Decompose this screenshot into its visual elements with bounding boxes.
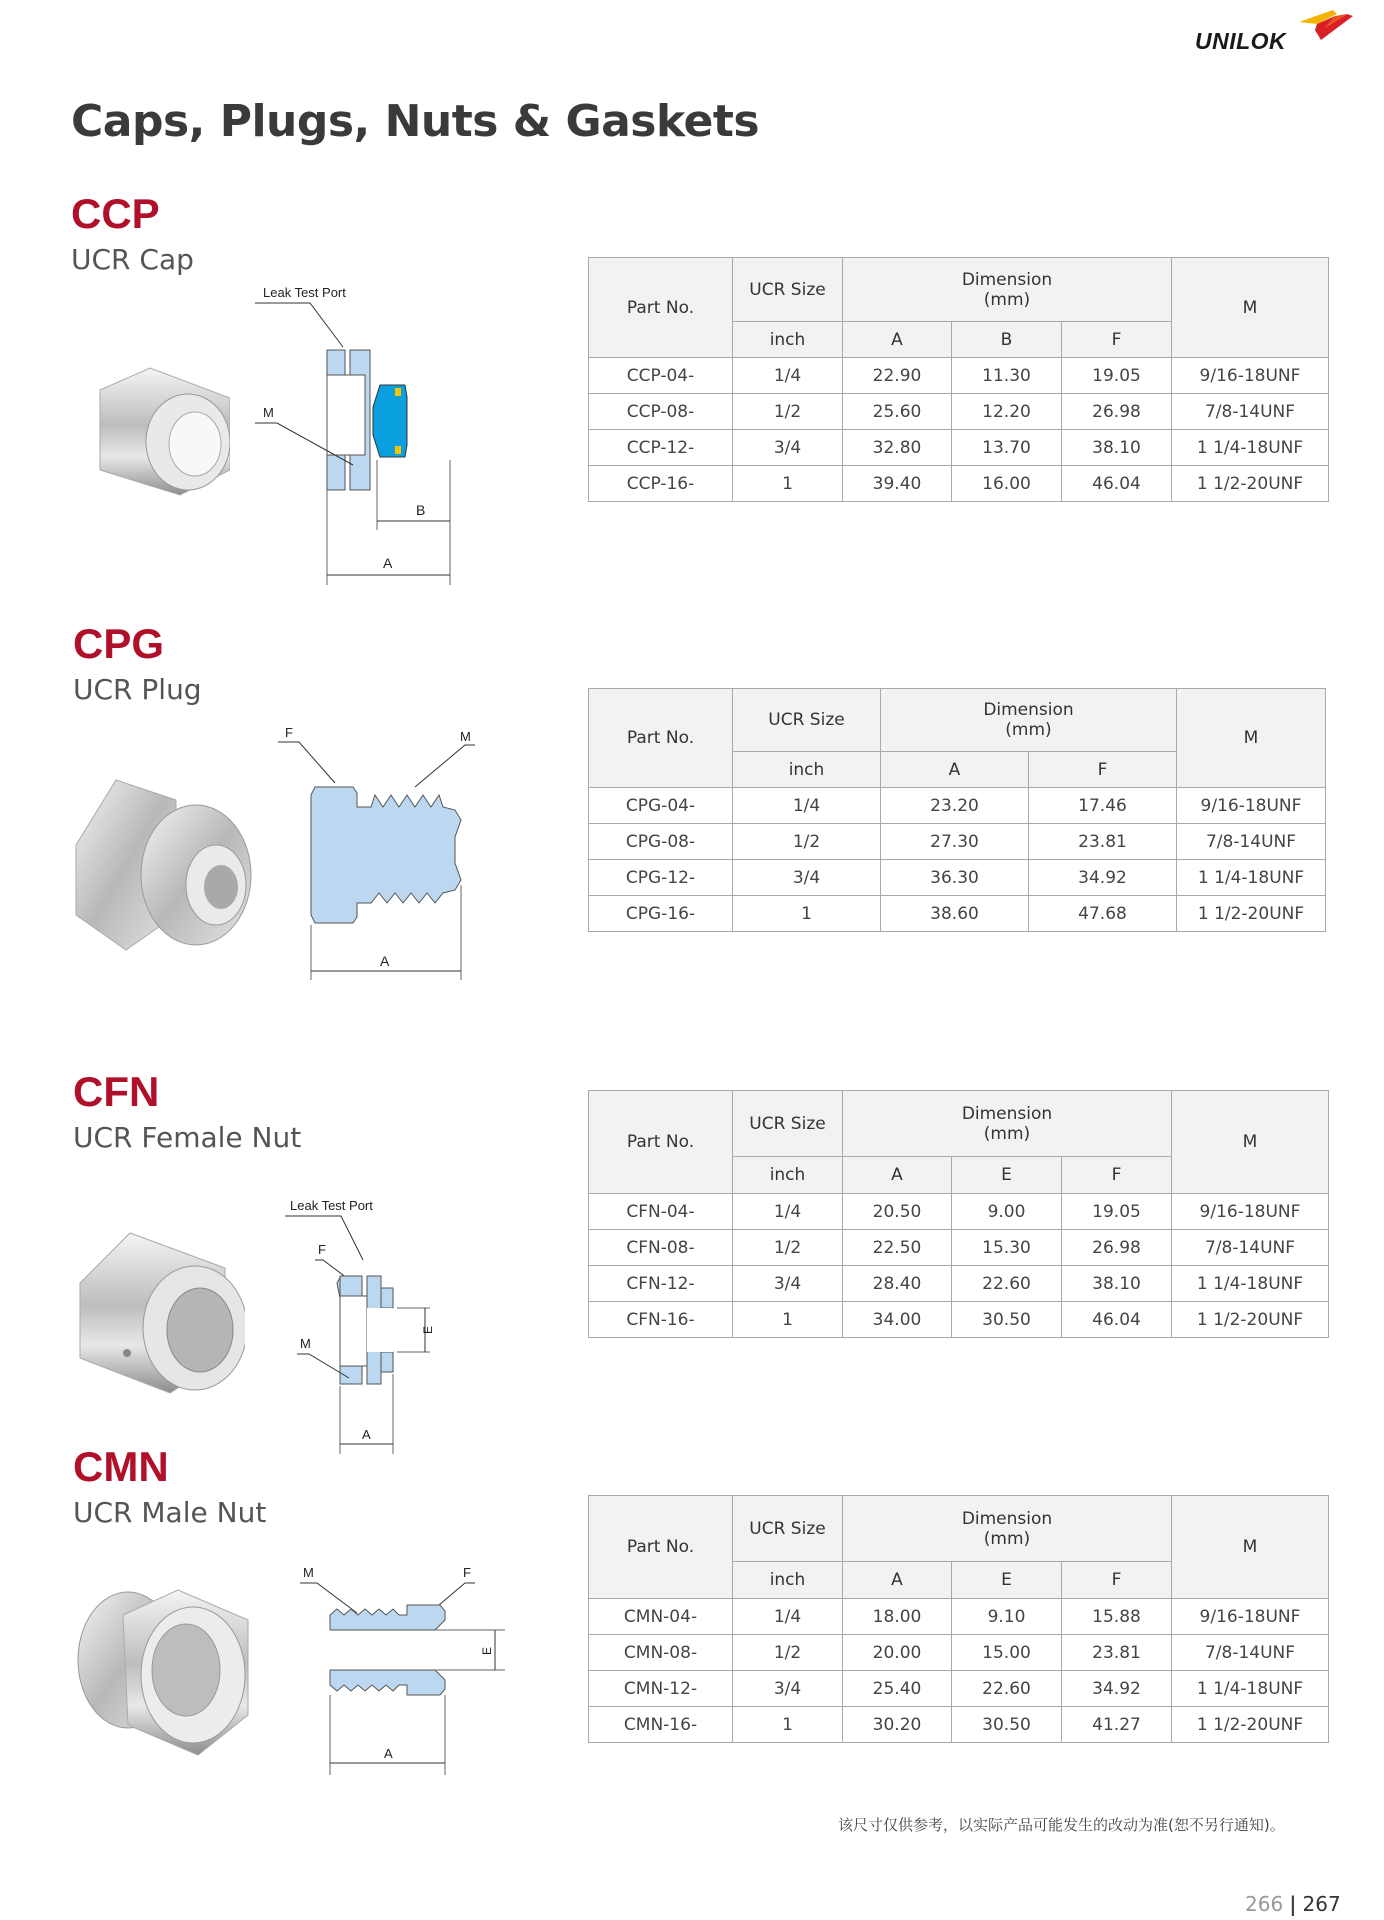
table-header-cell: inch (733, 1562, 843, 1599)
table-cell: 16.00 (952, 466, 1062, 502)
table-header-cell: E (952, 1157, 1062, 1194)
table-cell: 1 (733, 1302, 843, 1338)
table-cell: 1 1/2-20UNF (1172, 1707, 1329, 1743)
dimension-label: F (318, 1242, 326, 1257)
table-header-cell: Part No. (589, 1091, 733, 1194)
cmn-section-drawing (295, 1565, 505, 1780)
cpg-section-drawing (275, 725, 475, 985)
table-row (589, 896, 1326, 932)
cfn-section-drawing (285, 1198, 500, 1458)
dimension-label: F (285, 725, 293, 740)
cfn-product-image (75, 1228, 245, 1398)
table-cell: 20.50 (843, 1194, 952, 1230)
table-cell: 15.00 (952, 1635, 1062, 1671)
table-cell: 34.92 (1029, 860, 1177, 896)
table-cell: 9.00 (952, 1194, 1062, 1230)
table-cell: 26.98 (1062, 394, 1172, 430)
table-cell: 3/4 (733, 430, 843, 466)
table-header-cell: inch (733, 1157, 843, 1194)
table-cell: 30.50 (952, 1302, 1062, 1338)
table-cell: 1 (733, 896, 881, 932)
table-header-cell: E (952, 1562, 1062, 1599)
cfn-spec-table (588, 1090, 1329, 1338)
table-cell: 34.00 (843, 1302, 952, 1338)
table-cell: 15.88 (1062, 1599, 1172, 1635)
table-cell: CPG-16- (589, 896, 733, 932)
page-title: Caps, Plugs, Nuts & Gaskets (71, 96, 760, 147)
table-header-cell: A (843, 322, 952, 358)
table-header-cell: A (843, 1157, 952, 1194)
cmn-spec-table (588, 1495, 1329, 1743)
table-row (589, 1671, 1329, 1707)
table-header-cell: M (1172, 1496, 1329, 1599)
table-cell: 38.10 (1062, 430, 1172, 466)
section-code-ccp: CCP (71, 190, 160, 237)
table-header-cell: M (1172, 1091, 1329, 1194)
table-cell: CFN-16- (589, 1302, 733, 1338)
table-row (589, 1266, 1329, 1302)
disclaimer-note: 该尺寸仅供参考，以实际产品可能发生的改动为准(恕不另行通知)。 (838, 1816, 1285, 1834)
table-cell: CMN-04- (589, 1599, 733, 1635)
table-cell: 20.00 (843, 1635, 952, 1671)
table-row (589, 860, 1326, 896)
table-cell: CFN-04- (589, 1194, 733, 1230)
table-cell: 1 1/4-18UNF (1177, 860, 1326, 896)
table-cell: CCP-16- (589, 466, 733, 502)
table-cell: 22.60 (952, 1671, 1062, 1707)
table-cell: 19.05 (1062, 358, 1172, 394)
section-name-cfn: UCR Female Nut (73, 1121, 302, 1154)
table-header-cell: Part No. (589, 258, 733, 358)
table-cell: 12.20 (952, 394, 1062, 430)
table-cell: CPG-12- (589, 860, 733, 896)
brand-name: UNILOK (1195, 28, 1287, 54)
table-cell: 41.27 (1062, 1707, 1172, 1743)
table-header-cell: A (843, 1562, 952, 1599)
table-cell: 1 1/4-18UNF (1172, 430, 1329, 466)
ccp-section-drawing (255, 285, 475, 585)
table-row (589, 1194, 1329, 1230)
table-header-cell: Dimension (mm) (881, 689, 1177, 752)
table-cell: 34.92 (1062, 1671, 1172, 1707)
table-cell: 9/16-18UNF (1172, 358, 1329, 394)
table-cell: 23.20 (881, 788, 1029, 824)
table-cell: 7/8-14UNF (1177, 824, 1326, 860)
table-cell: 26.98 (1062, 1230, 1172, 1266)
label-leak-test-port: Leak Test Port (263, 285, 346, 300)
table-cell: 28.40 (843, 1266, 952, 1302)
table-cell: 1 1/2-20UNF (1172, 1302, 1329, 1338)
table-cell: 11.30 (952, 358, 1062, 394)
page-number-left: 266 (1245, 1892, 1284, 1916)
dimension-label: F (463, 1565, 471, 1580)
dimension-label: M (303, 1565, 314, 1580)
table-cell: 1 (733, 1707, 843, 1743)
dimension-label: M (460, 729, 471, 744)
table-cell: 38.60 (881, 896, 1029, 932)
table-header-cell: Dimension (mm) (843, 1091, 1172, 1157)
table-cell: 23.81 (1029, 824, 1177, 860)
ccp-spec-table (588, 257, 1329, 502)
table-cell: 1 1/4-18UNF (1172, 1266, 1329, 1302)
dimension-label: A (383, 555, 393, 571)
table-cell: 7/8-14UNF (1172, 394, 1329, 430)
table-header-cell: F (1062, 322, 1172, 358)
table-header-cell: F (1062, 1562, 1172, 1599)
table-cell: CPG-04- (589, 788, 733, 824)
table-header-cell: UCR Size (733, 1091, 843, 1157)
table-header-cell: UCR Size (733, 258, 843, 322)
table-cell: 30.50 (952, 1707, 1062, 1743)
dimension-label: A (384, 1746, 393, 1761)
table-row (589, 394, 1329, 430)
table-cell: CFN-12- (589, 1266, 733, 1302)
table-cell: 25.40 (843, 1671, 952, 1707)
table-cell: 9/16-18UNF (1172, 1599, 1329, 1635)
section-code-cmn: CMN (73, 1443, 169, 1490)
table-cell: 9/16-18UNF (1172, 1194, 1329, 1230)
table-cell: 15.30 (952, 1230, 1062, 1266)
table-cell: 18.00 (843, 1599, 952, 1635)
dimension-label: B (416, 502, 426, 518)
table-cell: 23.81 (1062, 1635, 1172, 1671)
table-cell: CCP-04- (589, 358, 733, 394)
table-cell: CFN-08- (589, 1230, 733, 1266)
dimension-label: E (421, 1325, 435, 1334)
section-name-ccp: UCR Cap (71, 243, 194, 276)
table-cell: 39.40 (843, 466, 952, 502)
cmn-product-image (68, 1575, 258, 1765)
table-cell: CMN-08- (589, 1635, 733, 1671)
table-cell: 46.04 (1062, 466, 1172, 502)
logo-mark-icon (1295, 6, 1355, 42)
table-row (589, 1230, 1329, 1266)
table-cell: 22.90 (843, 358, 952, 394)
table-header-cell: UCR Size (733, 689, 881, 752)
table-cell: 32.80 (843, 430, 952, 466)
table-cell: 7/8-14UNF (1172, 1230, 1329, 1266)
table-cell: 7/8-14UNF (1172, 1635, 1329, 1671)
table-cell: 46.04 (1062, 1302, 1172, 1338)
table-row (589, 1302, 1329, 1338)
section-name-cpg: UCR Plug (73, 673, 202, 706)
table-cell: 47.68 (1029, 896, 1177, 932)
table-header-cell: F (1062, 1157, 1172, 1194)
page-separator: | (1289, 1892, 1297, 1916)
dimension-label: A (380, 953, 390, 969)
table-cell: 3/4 (733, 1266, 843, 1302)
dimension-label: Leak Test Port (290, 1198, 373, 1213)
table-cell: 13.70 (952, 430, 1062, 466)
table-row (589, 1635, 1329, 1671)
table-header-cell: M (1172, 258, 1329, 358)
table-header-cell: Part No. (589, 689, 733, 788)
table-cell: 1 1/2-20UNF (1177, 896, 1326, 932)
table-cell: 36.30 (881, 860, 1029, 896)
table-cell: 3/4 (733, 1671, 843, 1707)
table-row (589, 788, 1326, 824)
table-cell: CCP-12- (589, 430, 733, 466)
dimension-label: M (300, 1336, 311, 1351)
section-code-cfn: CFN (73, 1068, 160, 1115)
table-cell: 9/16-18UNF (1177, 788, 1326, 824)
table-header-cell: F (1029, 752, 1177, 788)
table-cell: 25.60 (843, 394, 952, 430)
dimension-label: M (263, 405, 274, 420)
ccp-product-image (80, 360, 230, 500)
table-cell: 22.50 (843, 1230, 952, 1266)
table-cell: 3/4 (733, 860, 881, 896)
table-header-cell: A (881, 752, 1029, 788)
table-cell: 1 (733, 466, 843, 502)
table-cell: CCP-08- (589, 394, 733, 430)
table-header-cell: Dimension (mm) (843, 1496, 1172, 1562)
table-header-cell: M (1177, 689, 1326, 788)
table-header-cell: Dimension (mm) (843, 258, 1172, 322)
table-header-cell: B (952, 322, 1062, 358)
table-cell: 1/4 (733, 358, 843, 394)
table-cell: 30.20 (843, 1707, 952, 1743)
dimension-label: A (362, 1427, 371, 1442)
table-header-cell: UCR Size (733, 1496, 843, 1562)
table-row (589, 466, 1329, 502)
table-cell: 38.10 (1062, 1266, 1172, 1302)
page-number-right: 267 (1302, 1892, 1341, 1916)
table-cell: 1/2 (733, 824, 881, 860)
table-cell: 1/2 (733, 394, 843, 430)
table-cell: 1/2 (733, 1230, 843, 1266)
section-name-cmn: UCR Male Nut (73, 1496, 267, 1529)
table-cell: 1/2 (733, 1635, 843, 1671)
table-row (589, 824, 1326, 860)
table-cell: 1/4 (733, 1194, 843, 1230)
table-row (589, 1707, 1329, 1743)
table-cell: CPG-08- (589, 824, 733, 860)
table-cell: 1 1/2-20UNF (1172, 466, 1329, 502)
table-cell: 9.10 (952, 1599, 1062, 1635)
table-row (589, 430, 1329, 466)
table-cell: CMN-16- (589, 1707, 733, 1743)
table-header-cell: inch (733, 752, 881, 788)
page-numbers (1245, 1892, 1341, 1916)
table-row (589, 358, 1329, 394)
table-row (589, 1599, 1329, 1635)
unilok-logo (1195, 6, 1355, 52)
cpg-spec-table (588, 688, 1326, 932)
table-cell: 17.46 (1029, 788, 1177, 824)
cpg-product-image (66, 775, 256, 955)
dimension-label: E (480, 1646, 494, 1655)
table-cell: 27.30 (881, 824, 1029, 860)
table-cell: CMN-12- (589, 1671, 733, 1707)
section-code-cpg: CPG (73, 620, 165, 667)
table-header-cell: Part No. (589, 1496, 733, 1599)
table-cell: 22.60 (952, 1266, 1062, 1302)
table-cell: 1/4 (733, 1599, 843, 1635)
table-cell: 1 1/4-18UNF (1172, 1671, 1329, 1707)
table-header-cell: inch (733, 322, 843, 358)
table-cell: 19.05 (1062, 1194, 1172, 1230)
table-cell: 1/4 (733, 788, 881, 824)
